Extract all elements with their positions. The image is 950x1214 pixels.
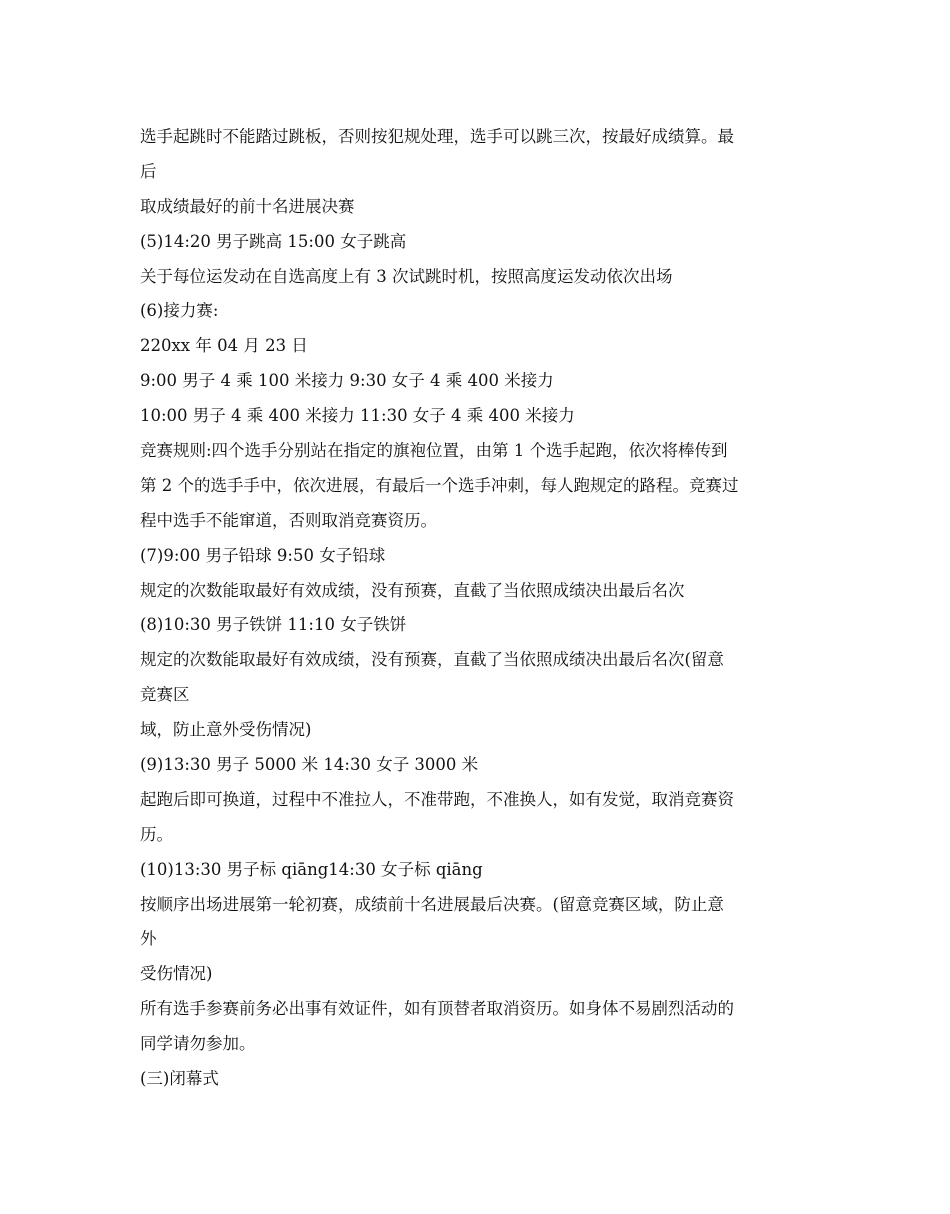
text-line-26: 所有选手参赛前务必出事有效证件，如有顶替者取消资历。如身体不易剧烈活动的 [140, 999, 734, 1019]
text-line-22: (10)13:30 男子标 qiāng14:30 女子标 qiāng [140, 859, 483, 879]
text-line-12: 程中选手不能窜道，否则取消竞赛资历。 [140, 510, 437, 530]
text-line-11: 第 2 个的选手手中，依次进展，有最后一个选手冲刺，每人跑规定的路程。竞赛过 [140, 475, 739, 495]
text-line-5: 关于每位运发动在自选高度上有 3 次试跳时机，按照高度运发动依次出场 [140, 266, 673, 286]
text-line-4: (5)14:20 男子跳高 15:00 女子跳高 [140, 231, 407, 251]
text-line-6: (6)接力赛: [140, 301, 219, 321]
text-line-18: 域，防止意外受伤情况) [140, 720, 312, 740]
text-line-25: 受伤情况) [140, 964, 213, 984]
text-line-7: 220xx 年 04 月 23 日 [140, 336, 308, 356]
text-line-28: (三)闭幕式 [140, 1069, 219, 1089]
text-line-9: 10:00 男子 4 乘 400 米接力 11:30 女子 4 乘 400 米接力 [140, 406, 575, 426]
text-line-20: 起跑后即可换道，过程中不准拉人，不准带跑，不准换人，如有发觉，取消竞赛资 [140, 789, 734, 809]
document-body [140, 120, 820, 1097]
text-line-24: 外 [140, 929, 157, 949]
text-line-27: 同学请勿参加。 [140, 1034, 256, 1054]
text-line-2: 后 [140, 161, 157, 181]
text-line-14: 规定的次数能取最好有效成绩，没有预赛，直截了当依照成绩决出最后名次 [140, 580, 685, 600]
text-line-1: 选手起跳时不能踏过跳板，否则按犯规处理，选手可以跳三次，按最好成绩算。最 [140, 127, 734, 146]
text-line-16: 规定的次数能取最好有效成绩，没有预赛，直截了当依照成绩决出最后名次(留意 [140, 650, 724, 670]
text-line-23: 按顺序出场进展第一轮初赛，成绩前十名进展最后决赛。(留意竞赛区域，防止意 [140, 894, 724, 914]
text-line-19: (9)13:30 男子 5000 米 14:30 女子 3000 米 [140, 755, 479, 775]
text-line-3: 取成绩最好的前十名进展决赛 [140, 196, 355, 216]
text-line-21: 历。 [140, 824, 173, 844]
text-line-8: 9:00 男子 4 乘 100 米接力 9:30 女子 4 乘 400 米接力 [140, 371, 554, 391]
text-line-13: (7)9:00 男子铅球 9:50 女子铅球 [140, 545, 386, 565]
text-line-10: 竞赛规则:四个选手分别站在指定的旗袍位置，由第 1 个选手起跑，依次将棒传到 [140, 441, 728, 461]
text-line-15: (8)10:30 男子铁饼 11:10 女子铁饼 [140, 615, 407, 635]
text-line-17: 竞赛区 [140, 685, 190, 705]
